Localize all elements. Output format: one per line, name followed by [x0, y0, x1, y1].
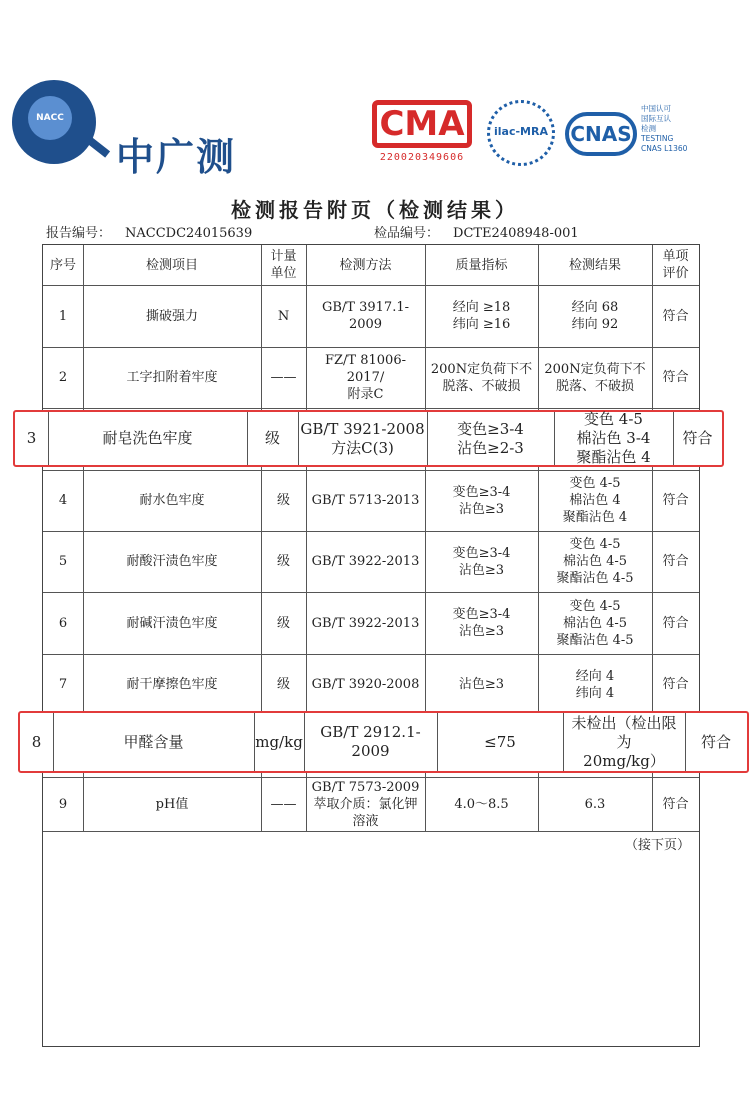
- cell-result-text: 经向 68 纬向 92: [571, 300, 619, 332]
- cell-requirement: [425, 777, 538, 831]
- cell-verdict: [652, 654, 699, 715]
- cell-index: [43, 777, 83, 831]
- header-verdict-text: 单项 评价: [662, 249, 689, 281]
- cell-verdict-text: 符合: [662, 493, 689, 508]
- cnas-side-line: 检测: [641, 124, 656, 133]
- header-item: [83, 245, 261, 285]
- header-requirement-text: 质量指标: [455, 257, 508, 273]
- cell-verdict-text: 符合: [662, 554, 689, 569]
- cell-unit-text: 级: [264, 429, 280, 447]
- header-method: [306, 245, 425, 285]
- cell-unit-text: 级: [276, 493, 290, 508]
- cell-unit: [261, 654, 306, 715]
- cell-verdict: [652, 531, 699, 592]
- header-requirement: [425, 245, 538, 285]
- cell-index-text: 9: [58, 796, 68, 812]
- cell-requirement: [437, 713, 563, 771]
- cnas-mark: CNAS: [565, 112, 637, 156]
- cell-verdict: [652, 777, 699, 831]
- cell-unit: [261, 347, 306, 408]
- cell-index: [43, 592, 83, 654]
- cell-unit-text: N: [277, 308, 290, 324]
- cell-result: [538, 654, 652, 715]
- header-result-text: 检测结果: [568, 257, 621, 273]
- sample-number: [374, 222, 579, 241]
- cnas-side-line: TESTING: [641, 134, 674, 143]
- cell-requirement-text: 经向 ≥18 纬向 ≥16: [452, 300, 511, 332]
- cell-requirement-text: ≤75: [484, 732, 516, 751]
- cell-index: [43, 347, 83, 408]
- cell-index-text: 7: [58, 677, 68, 692]
- cell-index: [43, 285, 83, 347]
- cell-requirement-text: 200N定负荷下不 脱落、不破损: [430, 361, 533, 394]
- cell-verdict-text: 符合: [662, 308, 689, 324]
- cell-requirement: [425, 347, 538, 408]
- cell-item-text: 耐水色牢度: [139, 493, 205, 508]
- cell-unit: [254, 713, 304, 771]
- cell-method: [306, 470, 425, 531]
- cell-index-text: 4: [58, 493, 68, 508]
- cell-requirement: [425, 470, 538, 531]
- row-divider: [43, 831, 699, 832]
- cell-result: [538, 777, 652, 831]
- header-result: [538, 245, 652, 285]
- cell-index-text: 8: [31, 732, 42, 751]
- continued-note: （接下页）: [624, 838, 690, 853]
- row-divider: [43, 408, 699, 409]
- cell-requirement: [425, 654, 538, 715]
- cell-method-text: GB/T 5713-2013: [311, 493, 420, 508]
- cell-unit-text: 级: [276, 554, 290, 569]
- cell-result-text: 变色 4-5 棉沾色 3-4 聚酯沾色 4: [576, 410, 651, 466]
- cell-index: [43, 470, 83, 531]
- cell-result-text: 变色 4-5 棉沾色 4-5 聚酯沾色 4-5: [556, 598, 634, 648]
- cell-result: [563, 713, 685, 771]
- cell-result-text: 6.3: [584, 796, 606, 812]
- cell-item: [83, 654, 261, 715]
- cma-logo: [372, 100, 472, 170]
- brand-name: 中广测: [116, 135, 237, 179]
- cell-index: [20, 713, 53, 771]
- cell-index: [15, 412, 48, 465]
- header-verdict: [652, 245, 699, 285]
- report-number-label: 报告编号：: [46, 226, 112, 241]
- cnas-side-text: [641, 104, 701, 154]
- cell-result-text: 变色 4-5 棉沾色 4 聚酯沾色 4: [562, 476, 628, 525]
- cell-item-text: pH值: [155, 796, 189, 812]
- cnas-side-line: 国际互认: [641, 114, 671, 123]
- cell-item-text: 工字扣附着牢度: [126, 370, 218, 385]
- cell-result: [538, 347, 652, 408]
- cell-method-text: GB/T 3922-2013: [311, 615, 420, 631]
- cell-method: [306, 347, 425, 408]
- page-title: 检测报告附页（检测结果）: [231, 198, 519, 222]
- cell-method: [306, 654, 425, 715]
- cell-requirement: [425, 285, 538, 347]
- cell-verdict: [652, 285, 699, 347]
- cell-item: [83, 347, 261, 408]
- header-unit-text: 计量 单位: [270, 249, 297, 281]
- cell-method: [306, 531, 425, 592]
- cell-unit: [261, 531, 306, 592]
- cell-verdict-text: 符合: [700, 732, 731, 751]
- cell-item: [53, 713, 254, 771]
- cell-unit-text: 级: [276, 615, 290, 631]
- ilac-mra-logo: [487, 100, 555, 166]
- cell-verdict-text: 符合: [682, 429, 713, 447]
- report-number: [46, 222, 252, 241]
- cell-result-text: 未检出（检出限为 20mg/kg）: [571, 713, 677, 770]
- cnas-side-line: 中国认可: [641, 104, 671, 113]
- cell-method-text: GB/T 3921-2008 方法C(3): [300, 419, 425, 457]
- cell-method-text: GB/T 3917.1-2009: [321, 300, 409, 332]
- cell-item-text: 耐干摩擦色牢度: [126, 677, 218, 692]
- cell-method: [306, 777, 425, 831]
- cell-index: [43, 654, 83, 715]
- cell-verdict: [652, 592, 699, 654]
- cell-item: [83, 777, 261, 831]
- cell-verdict: [685, 713, 747, 771]
- cell-method: [304, 713, 437, 771]
- cell-result: [538, 470, 652, 531]
- cma-mark: CMA: [372, 100, 472, 148]
- highlighted-row-3: [13, 410, 724, 467]
- cell-result-text: 变色 4-5 棉沾色 4-5 聚酯沾色 4-5: [556, 537, 634, 586]
- cell-item-text: 耐碱汗渍色牢度: [126, 615, 218, 631]
- cell-requirement-text: 变色≥3-4 沾色≥3: [452, 484, 511, 517]
- cell-requirement-text: 变色≥3-4 沾色≥3: [452, 545, 511, 578]
- cell-method-text: GB/T 3920-2008: [311, 677, 420, 692]
- cell-verdict: [673, 412, 722, 465]
- cell-result-text: 经向 4 纬向 4: [575, 668, 615, 701]
- cell-verdict: [652, 470, 699, 531]
- cell-result: [538, 531, 652, 592]
- cell-index-text: 2: [58, 370, 68, 385]
- cell-verdict-text: 符合: [662, 615, 689, 631]
- cell-requirement: [425, 531, 538, 592]
- cell-requirement-text: 变色≥3-4 沾色≥2-3: [457, 419, 524, 457]
- header-item-text: 检测项目: [145, 257, 198, 273]
- results-table: [42, 244, 700, 1047]
- cell-index: [43, 531, 83, 592]
- nacc-badge: NACC: [28, 96, 72, 140]
- cell-item: [83, 285, 261, 347]
- cnas-side-line: CNAS L1360: [641, 144, 688, 153]
- cell-result: [538, 592, 652, 654]
- cell-unit-text: ——: [270, 796, 297, 812]
- cell-unit: [261, 777, 306, 831]
- cell-method-text: FZ/T 81006-2017/ 附录C: [325, 353, 406, 402]
- cell-method: [298, 412, 427, 465]
- cma-number: 220020349606: [379, 152, 465, 163]
- cell-item-text: 撕破强力: [145, 308, 198, 324]
- header-index-text: 序号: [49, 257, 76, 273]
- cell-method: [306, 285, 425, 347]
- cell-item-text: 耐酸汗渍色牢度: [126, 554, 218, 569]
- ilac-mark: ilac-MRA: [494, 125, 548, 138]
- cell-unit: [247, 412, 298, 465]
- cell-requirement: [425, 592, 538, 654]
- cell-item-text: 耐皂洗色牢度: [102, 429, 193, 447]
- nacc-logo: [8, 76, 248, 179]
- header-method-text: 检测方法: [339, 257, 392, 273]
- header-index: [43, 245, 83, 285]
- cell-unit-text: mg/kg: [255, 732, 303, 751]
- cell-requirement-text: 沾色≥3: [458, 677, 505, 692]
- cell-method-text: GB/T 2912.1-2009: [320, 723, 421, 760]
- cell-index-text: 6: [58, 615, 68, 631]
- cell-item: [48, 412, 247, 465]
- report-number-value: NACCDC24015639: [125, 226, 253, 241]
- cell-method: [306, 592, 425, 654]
- cell-method-text: GB/T 7573-2009 萃取介质：氯化钾 溶液: [311, 779, 420, 829]
- header-unit: [261, 245, 306, 285]
- highlighted-row-8: [18, 711, 749, 773]
- cell-item-text: 甲醛含量: [123, 732, 184, 751]
- cell-verdict-text: 符合: [662, 370, 689, 385]
- cell-unit: [261, 470, 306, 531]
- cell-unit: [261, 285, 306, 347]
- cell-index-text: 1: [58, 308, 68, 324]
- cell-unit-text: 级: [276, 677, 290, 692]
- cell-result: [538, 285, 652, 347]
- cell-requirement: [427, 412, 554, 465]
- cell-verdict-text: 符合: [662, 677, 689, 692]
- cell-requirement-text: 4.0～8.5: [454, 796, 509, 812]
- cell-unit: [261, 592, 306, 654]
- cell-requirement-text: 变色≥3-4 沾色≥3: [452, 607, 511, 639]
- cell-verdict: [652, 347, 699, 408]
- cnas-logo: [565, 104, 695, 164]
- cell-item: [83, 531, 261, 592]
- cell-verdict-text: 符合: [662, 796, 689, 812]
- cell-unit-text: ——: [270, 370, 297, 385]
- cell-method-text: GB/T 3922-2013: [311, 554, 420, 569]
- cell-result: [554, 412, 673, 465]
- sample-number-label: 检品编号：: [374, 226, 440, 241]
- cell-item: [83, 592, 261, 654]
- cell-result-text: 200N定负荷下不 脱落、不破损: [544, 361, 646, 394]
- cell-index-text: 5: [58, 554, 68, 569]
- cell-index-text: 3: [26, 429, 37, 447]
- cell-item: [83, 470, 261, 531]
- sample-number-value: DCTE2408948-001: [453, 226, 579, 241]
